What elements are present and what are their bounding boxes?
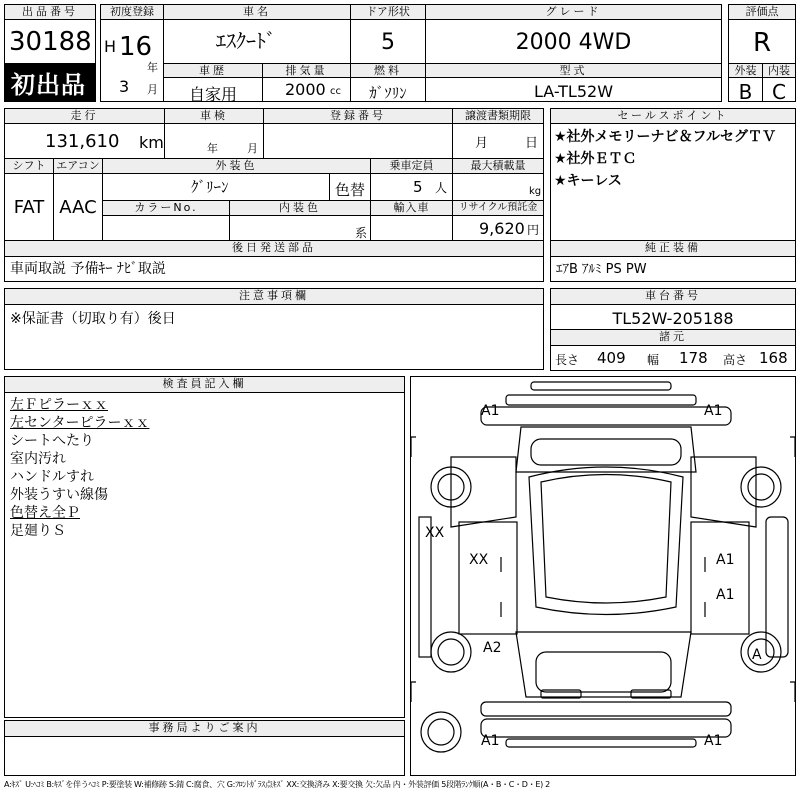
score-label: 評価点	[728, 4, 796, 20]
plate-label: 登録番号	[263, 108, 453, 124]
mark-right-door-rear: A1	[716, 587, 735, 603]
inspector-line-4: 室内汚れ	[10, 451, 66, 467]
capacity-unit: 人	[435, 181, 448, 195]
ac-cell	[53, 173, 103, 241]
inspector-line-7: 色替え全Ｐ	[10, 505, 80, 521]
inspector-line-1: 左Ｆピラーｘｘ	[10, 397, 108, 413]
insp-month-unit: 月	[247, 142, 258, 155]
repaint-cell	[329, 173, 371, 201]
lot-number: 30188	[9, 27, 92, 57]
mark-rear-right: A1	[704, 733, 723, 749]
length-value: 409	[597, 349, 626, 367]
recycle-fee: 9,620	[479, 219, 525, 238]
inspector-box	[4, 392, 405, 718]
color: ｸﾞﾘｰﾝ	[191, 178, 229, 196]
width-label: 幅	[647, 353, 660, 367]
inspector-line-5: ハンドルすれ	[10, 469, 94, 485]
repaint-label: 色替	[334, 181, 365, 199]
mark-left-side: XX	[425, 525, 445, 541]
mileage-label: 走行	[4, 108, 165, 124]
recycle-label: リサイクル預託金	[452, 200, 544, 216]
grade-label: グレード	[425, 4, 722, 20]
reg-era: H	[104, 37, 117, 56]
transfer-cell	[452, 123, 544, 159]
width-value: 178	[679, 349, 708, 367]
mark-right-wheel-rear: A	[752, 647, 762, 663]
name-cell	[163, 19, 351, 64]
dimensions-title: 諸元	[550, 329, 796, 346]
ext-grade: B	[738, 80, 753, 104]
height-label: 高さ	[723, 353, 748, 367]
capacity-cell	[370, 173, 453, 201]
plate-cell	[263, 123, 453, 159]
standard-equipment-box	[550, 256, 796, 282]
reg-month: 3	[119, 77, 130, 96]
model-label: 型式	[425, 63, 722, 78]
sales-point-3: ★キーレス	[554, 173, 622, 189]
year-unit: 年	[147, 61, 158, 74]
sales-points-box	[550, 123, 796, 241]
ext-grade-cell	[728, 77, 763, 102]
car-diagram	[411, 377, 795, 775]
ac-label: エアコン	[53, 158, 103, 174]
car-diagram-box	[410, 376, 796, 776]
import-label: 輸入車	[370, 200, 453, 216]
door-label: ドア形状	[350, 4, 426, 20]
interior-suffix: 系	[355, 226, 368, 240]
door-cell	[350, 19, 426, 64]
history: 自家用	[188, 85, 237, 104]
displacement-cell	[262, 77, 351, 102]
later-parts-box	[4, 256, 544, 282]
color-label: 外装色	[102, 158, 371, 174]
notes-text: ※保証書（切取り有）後日	[10, 311, 176, 327]
fuel-label: 燃料	[350, 63, 426, 78]
notes-title: 注意事項欄	[4, 288, 544, 305]
transfer-month-unit: 月	[475, 136, 489, 151]
capacity: 5	[413, 178, 423, 196]
transfer-day-unit: 日	[525, 136, 539, 151]
int-label: 内装	[762, 63, 796, 78]
shift-label: シフト	[4, 158, 54, 174]
score-cell	[728, 19, 796, 64]
sales-point-1: ★社外メモリーナビ＆フルセグＴＶ	[554, 129, 776, 145]
sales-points-title: セールスポイント	[550, 108, 796, 124]
later-parts-title: 後日発送部品	[4, 240, 544, 257]
inspector-line-3: シートへたり	[10, 433, 94, 449]
office-box	[4, 736, 405, 776]
grade-cell	[425, 19, 722, 64]
lot-number-cell	[4, 19, 96, 64]
inspector-line	[10, 396, 149, 540]
chassis-title: 車台番号	[550, 288, 796, 305]
interior-color-cell	[229, 215, 371, 241]
displacement-unit: cc	[330, 86, 341, 97]
height-value: 168	[759, 349, 788, 367]
color-no-cell	[102, 215, 230, 241]
shift: FAT	[13, 197, 45, 218]
insp-year-unit: 年	[207, 142, 218, 155]
shift-cell	[4, 173, 54, 241]
inspection-cell	[164, 123, 264, 159]
history-cell	[163, 77, 263, 102]
int-grade-cell	[762, 77, 796, 102]
displacement-label: 排気量	[262, 63, 351, 78]
mark-left-door-front: XX	[469, 552, 489, 568]
name-label: 車名	[163, 4, 351, 20]
reg-label: 初度登録	[100, 4, 164, 20]
inspector-line-2: 左センターピラーｘｘ	[10, 415, 150, 431]
reg-cell	[100, 19, 164, 102]
capacity-label: 乗車定員	[370, 158, 453, 174]
first-listing-badge	[4, 64, 96, 102]
office-title: 事務局よりご案内	[4, 720, 405, 737]
model: LA-TL52W	[533, 82, 614, 101]
mark-left-rear: A2	[483, 640, 502, 656]
mileage-cell	[4, 123, 165, 159]
doors: 5	[381, 30, 395, 55]
ac: AAC	[59, 197, 97, 218]
inspector-line-6: 外装うすい線傷	[10, 487, 108, 503]
ext-label: 外装	[728, 63, 763, 78]
color-cell	[102, 173, 330, 201]
color-no-label: カラーNo.	[102, 200, 230, 216]
int-grade: C	[772, 80, 786, 104]
inspector-title: 検査員記入欄	[4, 376, 405, 393]
dimensions-box	[550, 345, 796, 371]
load-label: 最大積載量	[452, 158, 544, 174]
length-label: 長さ	[555, 353, 580, 367]
notes-box	[4, 304, 544, 370]
mileage-unit: km	[139, 133, 164, 152]
score: R	[752, 28, 772, 58]
chassis-number: TL52W-205188	[612, 309, 734, 328]
first-listing-text: 初出品	[11, 71, 86, 99]
fuel-cell	[350, 77, 426, 102]
grade: 2000 4WD	[515, 30, 632, 55]
standard-equipment-text: ｴｱB ｱﾙﾐ PS PW	[556, 262, 647, 277]
fuel: ｶﾞｿﾘﾝ	[369, 84, 407, 102]
sales-point-2: ★社外ＥＴＣ	[554, 151, 637, 167]
lot-label: 出品番号	[4, 4, 96, 20]
car-name: ｴｽｸｰﾄﾞ	[216, 29, 276, 53]
import-cell	[370, 215, 453, 241]
inspector-line-8: 足廻りＳ	[10, 523, 66, 539]
mark-right-door-front: A1	[716, 552, 735, 568]
load-cell	[452, 173, 544, 201]
load-unit: kg	[529, 186, 542, 197]
recycle-cell	[452, 215, 544, 241]
inspection-label: 車検	[164, 108, 264, 124]
month-unit: 月	[147, 83, 158, 96]
mark-rear-left: A1	[481, 733, 500, 749]
later-parts-text: 車両取説 予備ｷｰ ﾅﾋﾞ取説	[10, 261, 166, 277]
model-cell	[425, 77, 722, 102]
legend: A:ｷｽﾞ U:ﾍｺﾐ B:ｷｽﾞを伴うﾍｺﾐ P:要塗装 W:補修跡 S:錆 C:腐食、穴 G:ﾌﾛﾝﾄｶﾞﾗｽ点ｷｽﾞ XX:交換済み X:要交換 欠:欠品 内・外装評価 5段階ﾗﾝｸ順(A・B・C・D・E) 2	[4, 780, 550, 789]
recycle-unit: 円	[527, 223, 540, 237]
mileage: 131,610	[45, 131, 120, 152]
standard-equipment-title: 純正装備	[550, 240, 796, 257]
transfer-label: 譲渡書類期限	[452, 108, 544, 124]
mark-front-right: A1	[704, 403, 723, 419]
chassis-box	[550, 304, 796, 330]
displacement: 2000	[285, 80, 326, 99]
interior-color-label: 内装色	[229, 200, 371, 216]
mark-front-left: A1	[481, 403, 500, 419]
history-label: 車歴	[163, 63, 263, 78]
reg-year: 16	[119, 32, 153, 62]
